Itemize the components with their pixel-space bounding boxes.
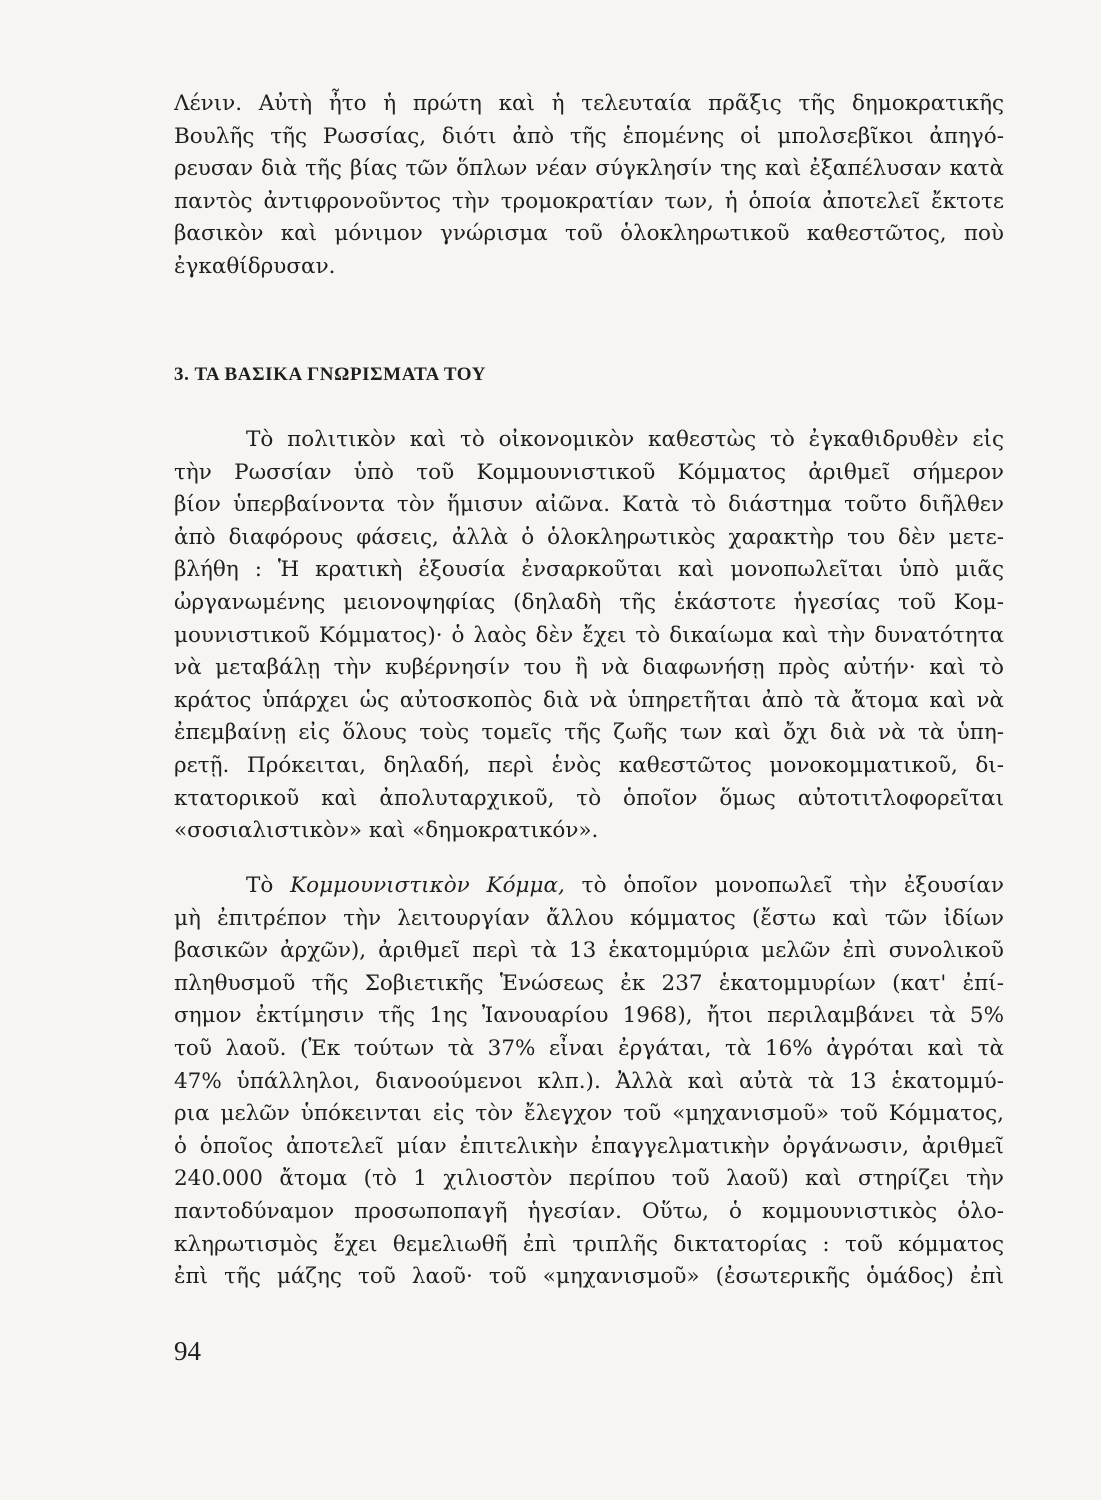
paragraph-line: πληθυσμοῦ τῆς Σοβιετικῆς Ἑνώσεως ἐκ 237 ἑκατομμυρίων (κατ' ἐπί- xyxy=(174,970,1004,996)
paragraph-line: τὴν Ρωσσίαν ὑπὸ τοῦ Κομμουνιστικοῦ Κόμματος ἀριθμεῖ σήμερον xyxy=(174,459,1004,485)
section-heading: 3. ΤΑ ΒΑΣΙΚΑ ΓΝΩΡΙΣΜΑΤΑ ΤΟΥ xyxy=(174,364,487,385)
paragraph-1 xyxy=(174,88,1004,284)
paragraph-line: 47% ὑπάλληλοι, διανοούμενοι κλπ.). Ἀλλὰ καὶ αὐτὰ τὰ 13 ἑκατομμύ- xyxy=(174,1068,1004,1094)
paragraph-line: ὠργανωμένης μειονοψηφίας (δηλαδὴ τῆς ἑκάστοτε ἡγεσίας τοῦ Κομ- xyxy=(174,589,1004,615)
paragraph-line: Βουλῆς τῆς Ρωσσίας, διότι ἀπὸ τῆς ἑπομένης οἱ μπολσεβῖκοι ἀπηγό- xyxy=(174,123,1004,149)
paragraph-line: βασικῶν ἀρχῶν), ἀριθμεῖ περὶ τὰ 13 ἑκατομμύρια μελῶν ἐπὶ συνολικοῦ xyxy=(174,938,1004,964)
paragraph-line: νὰ μεταβάλῃ τὴν κυβέρνησίν του ἢ νὰ διαφωνήσῃ πρὸς αὐτήν· καὶ τὸ xyxy=(174,655,1004,681)
paragraph-3 xyxy=(174,870,1004,1294)
paragraph-line: σημον ἐκτίμησιν τῆς 1ης Ἰανουαρίου 1968), ἤτοι περιλαμβάνει τὰ 5% xyxy=(174,1003,1004,1029)
paragraph-line: ἐπεμβαίνῃ εἰς ὅλους τοὺς τομεῖς τῆς ζωῆς των καὶ ὄχι διὰ νὰ τὰ ὑπη- xyxy=(174,720,1004,746)
paragraph-line: παντὸς ἀντιφρονοῦντος τὴν τρομοκρατίαν των, ἡ ὁποία ἀποτελεῖ ἔκτοτε xyxy=(174,188,1004,214)
paragraph-line: παντοδύναμον προσωποπαγῆ ἡγεσίαν. Οὕτω, ὁ κομμουνιστικὸς ὁλο- xyxy=(174,1198,1004,1224)
paragraph-line: βίον ὑπερβαίνοντα τὸν ἥμισυν αἰῶνα. Κατὰ τὸ διάστημα τοῦτο διῆλθεν xyxy=(174,492,1004,518)
paragraph-line: ἀπὸ διαφόρους φάσεις, ἀλλὰ ὁ ὁλοκληρωτικὸς χαρακτὴρ του δὲν μετε- xyxy=(174,524,1004,550)
paragraph-2 xyxy=(174,424,1004,848)
paragraph-1-text xyxy=(174,88,1004,284)
paragraph-line: ρια μελῶν ὑπόκεινται εἰς τὸν ἔλεγχον τοῦ «μηχανισμοῦ» τοῦ Κόμματος, xyxy=(174,1101,1004,1127)
paragraph-line: μὴ ἐπιτρέπον τὴν λειτουργίαν ἄλλου κόμματος (ἔστω καὶ τῶν ἰδίων xyxy=(174,905,1004,931)
paragraph-line: κράτος ὑπάρχει ὡς αὐτοσκοπὸς διὰ νὰ ὑπηρετῆται ἀπὸ τὰ ἄτομα καὶ νὰ xyxy=(174,687,1004,713)
italic-term: Κομμουνιστικὸν Κόμμα, xyxy=(290,873,565,898)
paragraph-line: ἐγκαθίδρυσαν. xyxy=(174,253,336,279)
paragraph-line: «σοσιαλιστικὸν» καὶ «δημοκρατικόν». xyxy=(174,818,599,844)
page-number: 94 xyxy=(174,1336,201,1366)
paragraph-line: βλήθη : Ἡ κρατικὴ ἐξουσία ἐνσαρκοῦται καὶ μονοπωλεῖται ὑπὸ μιᾶς xyxy=(174,557,1004,583)
paragraph-line: Λένιν. Αὐτὴ ἦτο ἡ πρώτη καὶ ἡ τελευταία πρᾶξις τῆς δημοκρατικῆς xyxy=(174,91,1004,116)
paragraph-line: ὁ ὁποῖος ἀποτελεῖ μίαν ἐπιτελικὴν ἐπαγγελματικὴν ὀργάνωσιν, ἀριθμεῖ xyxy=(174,1133,1004,1159)
paragraph-2-text xyxy=(174,424,1004,848)
paragraph-3-text xyxy=(174,870,1004,1294)
paragraph-line: κτατορικοῦ καὶ ἀπολυταρχικοῦ, τὸ ὁποῖον ὅμως αὐτοτιτλοφορεῖται xyxy=(174,785,1004,811)
paragraph-line: βασικὸν καὶ μόνιμον γνώρισμα τοῦ ὁλοκληρωτικοῦ καθεστῶτος, ποὺ xyxy=(174,221,1004,247)
paragraph-line: ρετῇ. Πρόκειται, δηλαδή, περὶ ἑνὸς καθεστῶτος μονοκομματικοῦ, δι- xyxy=(174,752,1004,778)
paragraph-3-lead: Τὸ xyxy=(246,873,274,898)
paragraph-line: ρευσαν διὰ τῆς βίας τῶν ὅπλων νέαν σύγκλησίν της καὶ ἐξαπέλυσαν κατὰ xyxy=(174,156,1004,182)
paragraph-3-first-rest: τὸ ὁποῖον μονοπωλεῖ τὴν ἐξουσίαν xyxy=(581,873,1004,898)
paragraph-line: Τὸ πολιτικὸν καὶ τὸ οἰκονομικὸν καθεστὼς τὸ ἐγκαθιδρυθὲν εἰς xyxy=(246,427,1004,452)
paragraph-line: μουνιστικοῦ Κόμματος)· ὁ λαὸς δὲν ἔχει τὸ δικαίωμα καὶ τὴν δυνατότητα xyxy=(174,622,1004,648)
paragraph-line-first xyxy=(174,870,1004,903)
paragraph-line: 240.000 ἄτομα (τὸ 1 χιλιοστὸν περίπου τοῦ λαοῦ) καὶ στηρίζει τὴν xyxy=(174,1166,1004,1192)
paragraph-line: ἐπὶ τῆς μάζης τοῦ λαοῦ· τοῦ «μηχανισμοῦ» (ἐσωτερικῆς ὁμάδος) ἐπὶ xyxy=(174,1264,1004,1290)
paragraph-line: κληρωτισμὸς ἔχει θεμελιωθῆ ἐπὶ τριπλῆς δικτατορίας : τοῦ κόμματος xyxy=(174,1231,1004,1257)
paragraph-line: τοῦ λαοῦ. (Ἐκ τούτων τὰ 37% εἶναι ἐργάται, τὰ 16% ἀγρόται καὶ τὰ xyxy=(174,1035,1004,1061)
